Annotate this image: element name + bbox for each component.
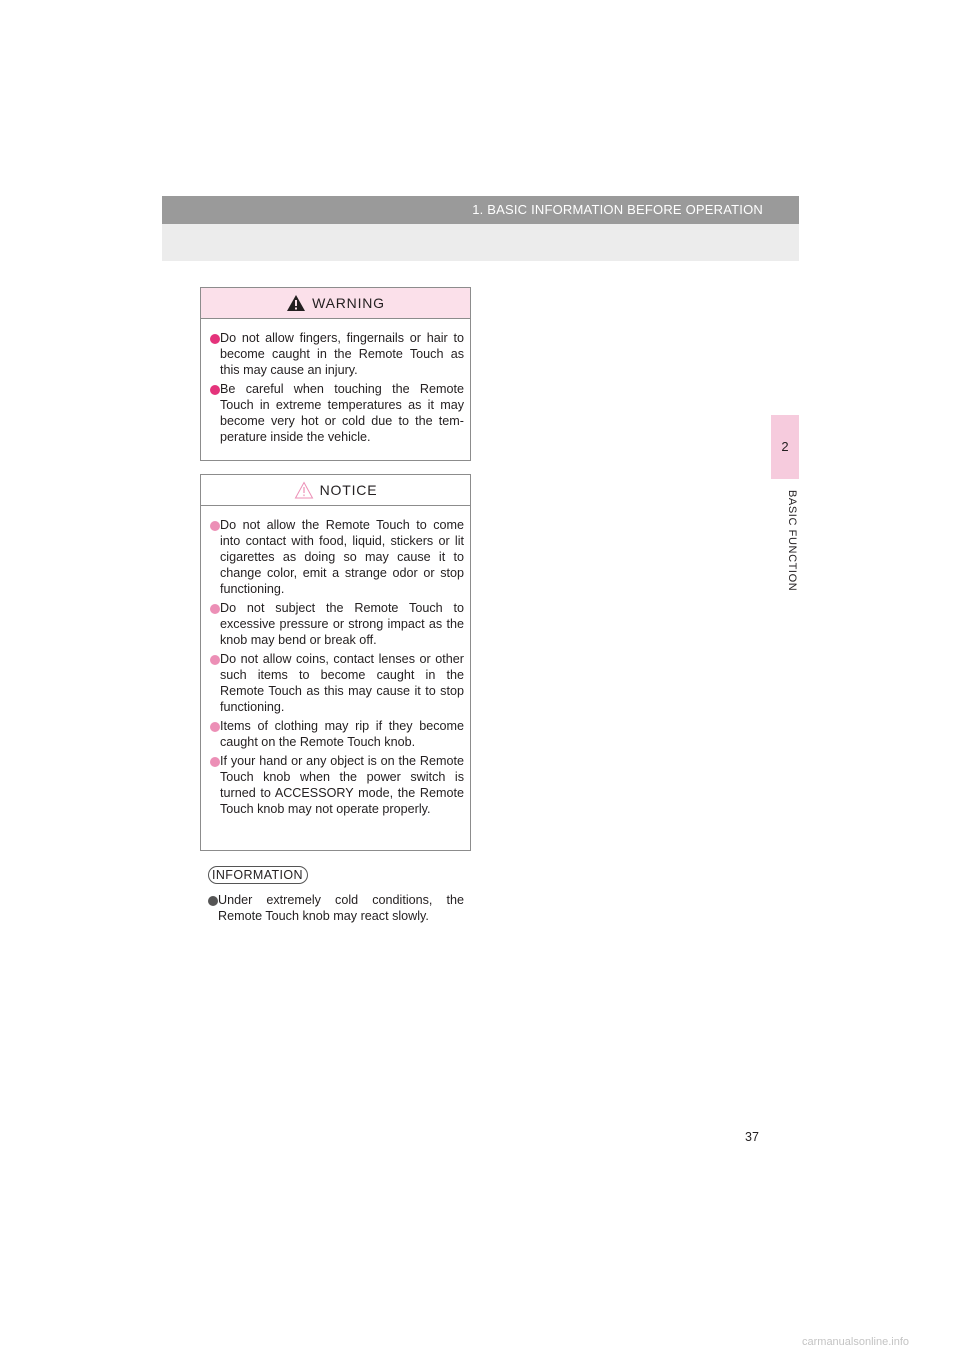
section-header-subbar — [162, 224, 799, 261]
warning-header — [201, 288, 470, 319]
notice-box — [200, 474, 471, 851]
notice-header — [201, 475, 470, 506]
list-item — [210, 651, 464, 715]
information-item-text: Under extremely cold conditions, the Remote Touch knob may react slowly. — [218, 893, 464, 923]
warning-label: WARNING — [312, 295, 385, 311]
chapter-label: BASIC FUNCTION — [786, 490, 798, 592]
bullet-icon — [210, 604, 220, 614]
warning-triangle-icon — [286, 294, 306, 312]
notice-item-text: Do not allow coins, contact lenses or other such items to become caught in the Remote Touch as this may cause it to stop functioning. — [220, 652, 464, 714]
list-item — [208, 892, 464, 924]
information-block — [208, 866, 464, 927]
chapter-tab[interactable] — [771, 415, 799, 479]
warning-item-text: Do not allow fingers, fingernails or hair to become caught in the Remote Touch as this may cause an injury. — [220, 331, 464, 377]
chapter-number: 2 — [781, 439, 789, 454]
bullet-icon — [210, 757, 220, 767]
page-number: 37 — [745, 1130, 759, 1144]
warning-body — [201, 319, 470, 458]
bullet-icon — [208, 896, 218, 906]
notice-item-text: Do not allow the Remote Touch to come into contact with food, liquid, stickers or lit cigarettes as doing so may cause it to change color, emit a strange odor or stop functioning. — [220, 518, 464, 596]
notice-body — [201, 506, 470, 830]
bullet-icon — [210, 334, 220, 344]
section-title: 1. BASIC INFORMATION BEFORE OPERATION — [472, 202, 763, 217]
bullet-icon — [210, 385, 220, 395]
section-header-bar — [162, 196, 799, 224]
list-item — [210, 718, 464, 750]
list-item — [210, 517, 464, 597]
information-label: INFORMATION — [208, 866, 308, 884]
watermark: carmanualsonline.info — [802, 1336, 910, 1348]
notice-label: NOTICE — [319, 482, 378, 498]
notice-item-text: Do not subject the Remote Touch to excessive pressure or strong impact as the knob may bend or break off. — [220, 601, 464, 647]
warning-box — [200, 287, 471, 461]
notice-triangle-icon — [294, 481, 314, 499]
list-item — [210, 600, 464, 648]
list-item — [210, 753, 464, 817]
bullet-icon — [210, 722, 220, 732]
warning-item-text: Be careful when touching the Remote Touch in extreme temperatures as it may become very hot or cold due to the tem-perature inside the vehicle. — [220, 382, 464, 444]
notice-item-text: If your hand or any object is on the Remote Touch knob when the power switch is turned to ACCESSORY mode, the Remote Touch knob may not operate properly. — [220, 754, 464, 816]
list-item — [210, 381, 464, 445]
notice-item-text: Items of clothing may rip if they become caught on the Remote Touch knob. — [220, 719, 464, 749]
bullet-icon — [210, 521, 220, 531]
list-item — [210, 330, 464, 378]
bullet-icon — [210, 655, 220, 665]
